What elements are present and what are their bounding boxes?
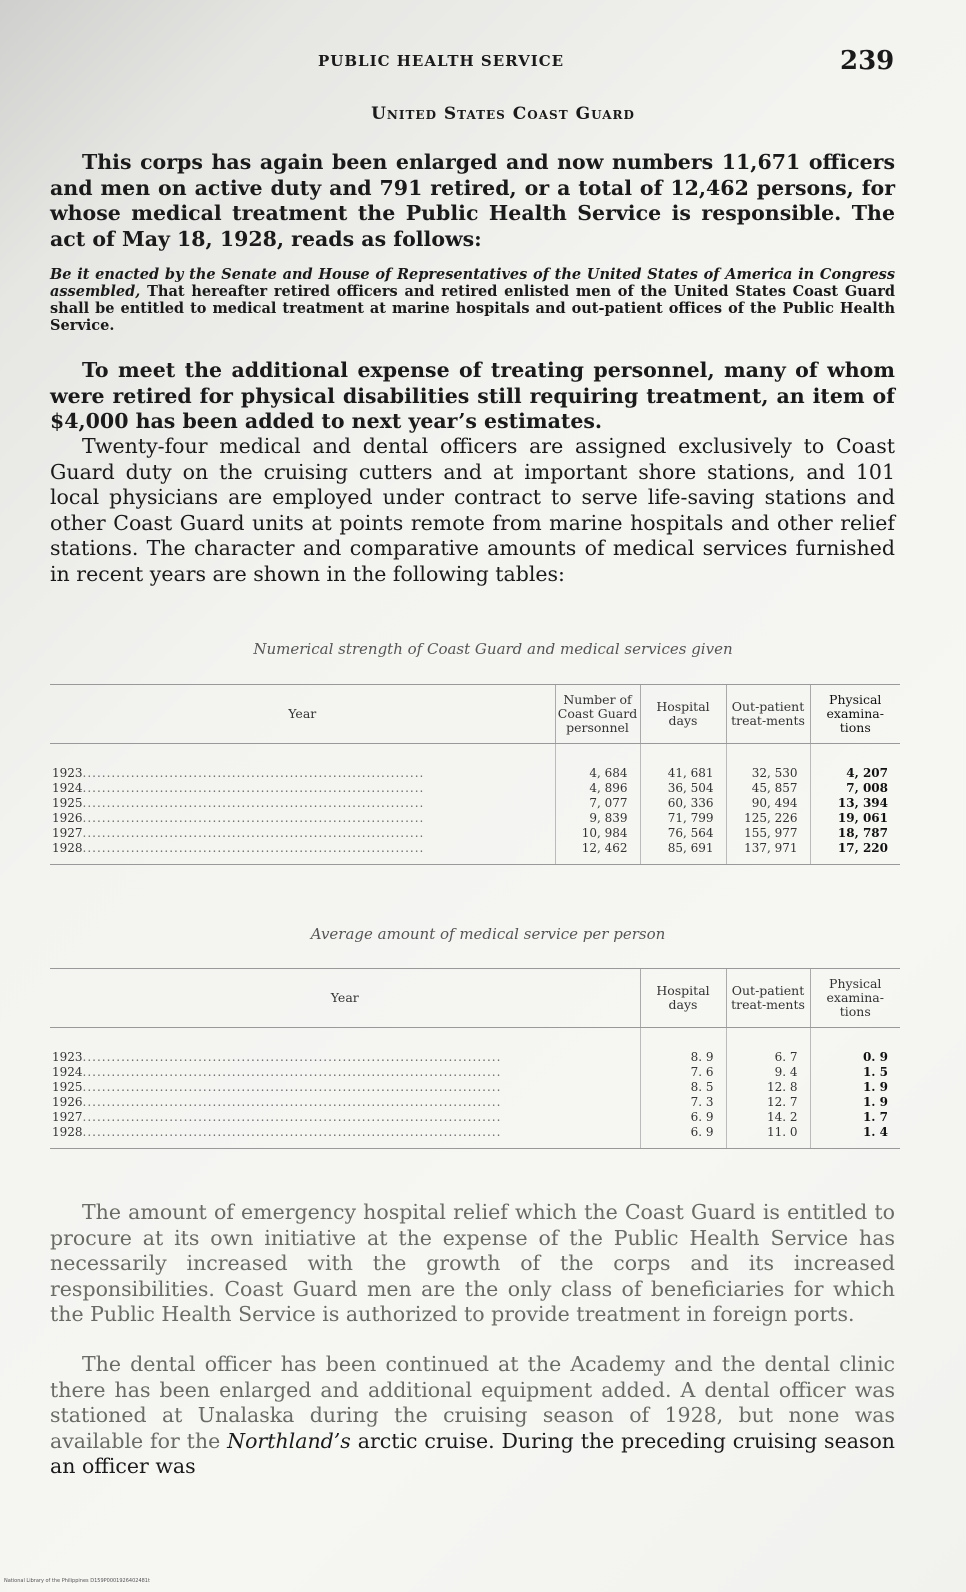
outpatient-cell: 155, 977 [726, 826, 810, 841]
hospital-days-cell: 60, 336 [640, 796, 726, 811]
column-header-physical: Physical examina-tions [810, 685, 900, 744]
column-header-outpatient: Out-patient treat-ments [726, 685, 810, 744]
physical-cell: 1. 9 [810, 1095, 900, 1110]
column-header-outpatient: Out-patient treat-ments [726, 969, 810, 1028]
outpatient-cell: 6. 7 [726, 1028, 810, 1066]
year-cell: 1923....................................................................... [52, 766, 425, 780]
hospital-days-cell: 6. 9 [640, 1125, 726, 1149]
dental-text-end: arctic cruise. During the preceding cruising season an officer was [50, 1428, 895, 1478]
hospital-days-cell: 8. 5 [640, 1080, 726, 1095]
personnel-cell: 10, 984 [555, 826, 640, 841]
physical-cell: 13, 394 [810, 796, 900, 811]
scan-footer: National Library of the Philippines D159P0001926402481t [4, 1578, 150, 1584]
column-header-year: Year [50, 685, 555, 744]
physical-cell: 17, 220 [810, 841, 900, 865]
hospital-days-cell: 71, 799 [640, 811, 726, 826]
table-row [50, 1065, 900, 1080]
year-cell: 1928....................................................................... [50, 841, 555, 865]
table-row [50, 1080, 900, 1095]
outpatient-cell: 45, 857 [726, 781, 810, 796]
hospital-days-cell: 85, 691 [640, 841, 726, 865]
column-header-hospital-days: Hospital days [640, 969, 726, 1028]
physical-cell: 18, 787 [810, 826, 900, 841]
paragraph-emergency-relief: The amount of emergency hospital relief which the Coast Guard is entitled to procure at its own initiative at the expense of the Public Health Service has necessarily increased with the growth of the corps and its increased responsibilities. Coast Guard men are the only class of beneficiaries for which the Public Health Service is authorized to provide treatment in foreign ports. [50, 1200, 895, 1326]
physical-cell: 1. 4 [810, 1125, 900, 1149]
year-cell: 1928....................................................................................... [50, 1125, 640, 1149]
section-title: United States Coast Guard [371, 104, 635, 124]
year-cell: 1927....................................................................... [52, 826, 425, 840]
column-header-year: Year [50, 969, 640, 1028]
quote-enacting-clause: Be it enacted by the Senate and House of Representatives of the United States of America in Congress assembled, [50, 266, 895, 300]
table-header-row [50, 969, 900, 1028]
paragraph-additional-expense: To meet the additional expense of treating personnel, many of whom were retired for physical disabilities still requiring treatment, an item of $4,000 has been added to next year’s estimates. [50, 358, 895, 433]
table-row [50, 826, 900, 841]
personnel-cell: 12, 462 [555, 841, 640, 865]
column-header-physical: Physical examina-tions [810, 969, 900, 1028]
physical-cell: 0. 9 [810, 1028, 900, 1066]
page-number: 239 [840, 46, 895, 76]
hospital-days-cell: 76, 564 [640, 826, 726, 841]
table-row [50, 811, 900, 826]
year-cell: 1927....................................................................................... [52, 1110, 502, 1124]
physical-cell: 4, 207 [810, 744, 900, 782]
table2-caption: Average amount of medical service per person [310, 925, 666, 943]
outpatient-cell: 12. 8 [726, 1080, 810, 1095]
table-header-row [50, 685, 900, 744]
year-cell: 1925....................................................................... [52, 796, 425, 810]
table-row [50, 1125, 900, 1149]
column-header-personnel: Number of Coast Guard personnel [555, 685, 640, 744]
outpatient-cell: 90, 494 [726, 796, 810, 811]
paragraph-dental-officer [50, 1352, 895, 1480]
running-head: PUBLIC HEALTH SERVICE [318, 52, 565, 70]
table-row [50, 1095, 900, 1110]
year-cell: 1924....................................................................... [52, 781, 425, 795]
outpatient-cell: 32, 530 [726, 744, 810, 782]
personnel-cell: 4, 684 [555, 744, 640, 782]
physical-cell: 1. 9 [810, 1080, 900, 1095]
hospital-days-cell: 41, 681 [640, 744, 726, 782]
physical-cell: 1. 5 [810, 1065, 900, 1080]
ship-name: Northland’s [227, 1428, 351, 1453]
personnel-cell: 4, 896 [555, 781, 640, 796]
outpatient-cell: 12. 7 [726, 1095, 810, 1110]
table-row [50, 781, 900, 796]
personnel-cell: 9, 839 [555, 811, 640, 826]
year-cell: 1924....................................................................................... [52, 1065, 502, 1079]
average-service-table [50, 968, 900, 1149]
column-header-hospital-days: Hospital days [640, 685, 726, 744]
table1-caption: Numerical strength of Coast Guard and medical services given [253, 640, 733, 658]
table-row [50, 1110, 900, 1125]
table-row [50, 841, 900, 865]
hospital-days-cell: 7. 3 [640, 1095, 726, 1110]
outpatient-cell: 11. 0 [726, 1125, 810, 1149]
outpatient-cell: 14. 2 [726, 1110, 810, 1125]
quote-body: That hereafter retired officers and retired enlisted men of the United States Coast Guard shall be entitled to medical treatment at marine hospitals and out-patient offices of the Public Health Service. [50, 283, 895, 334]
outpatient-cell: 137, 971 [726, 841, 810, 865]
year-cell: 1926....................................................................... [52, 811, 425, 825]
table-row [50, 744, 900, 782]
year-cell: 1925....................................................................................... [52, 1080, 502, 1094]
physical-cell: 19, 061 [810, 811, 900, 826]
act-quotation [50, 266, 895, 334]
hospital-days-cell: 36, 504 [640, 781, 726, 796]
table-row [50, 1028, 900, 1066]
paragraph-officers-assigned: Twenty-four medical and dental officers are assigned exclusively to Coast Guard duty on the cruising cutters and at important shore stations, and 101 local physicians are employed under contract to serve life-saving stations and other Coast Guard units at points remote from marine hospitals and other relief stations. The character and comparative amounts of medical services furnished in recent years are shown in the following tables: [50, 434, 895, 586]
physical-cell: 1. 7 [810, 1110, 900, 1125]
year-cell: 1923....................................................................................... [52, 1050, 502, 1064]
outpatient-cell: 125, 226 [726, 811, 810, 826]
year-cell: 1926....................................................................................... [52, 1095, 502, 1109]
paragraph-corps-enlarged: This corps has again been enlarged and now numbers 11,671 officers and men on active duty and 791 retired, or a total of 12,462 persons, for whose medical treatment the Public Health Service is responsible. The act of May 18, 1928, reads as follows: [50, 150, 895, 251]
hospital-days-cell: 6. 9 [640, 1110, 726, 1125]
outpatient-cell: 9. 4 [726, 1065, 810, 1080]
hospital-days-cell: 8. 9 [640, 1028, 726, 1066]
table-row [50, 796, 900, 811]
hospital-days-cell: 7. 6 [640, 1065, 726, 1080]
dental-text-start: The dental officer has been continued at the Academy and the dental clinic there has been enlarged and additional equipment added. A dental officer was stationed at Unalaska during the cruising season of 1928, but none was available for the [50, 1352, 895, 1453]
personnel-cell: 7, 077 [555, 796, 640, 811]
physical-cell: 7, 008 [810, 781, 900, 796]
strength-table [50, 684, 900, 865]
